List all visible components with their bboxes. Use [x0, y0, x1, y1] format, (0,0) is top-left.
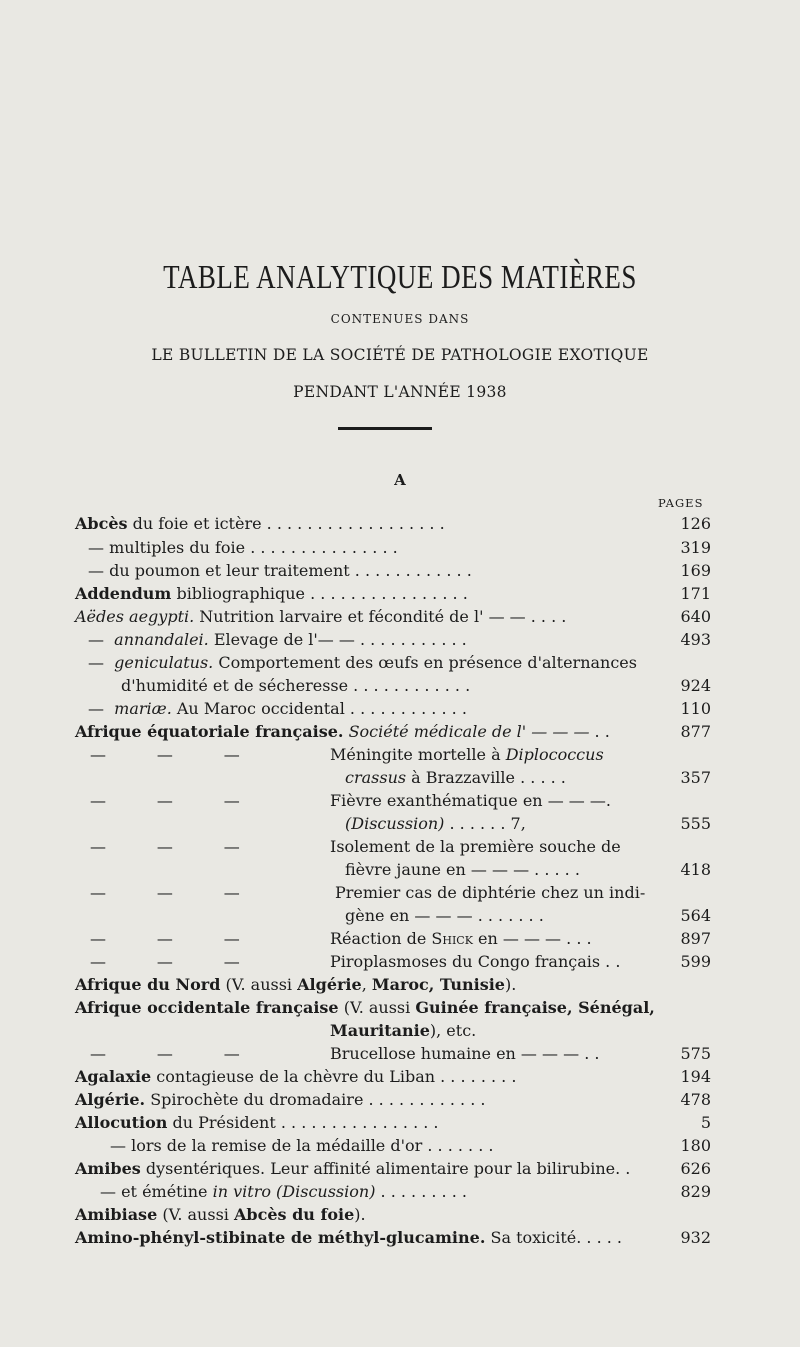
leader-dots: . . . . . . . . . . . . . . . . . .: [261, 514, 445, 533]
index-entry: [88, 560, 713, 582]
entry-page: 924: [680, 676, 711, 695]
entry-term: Afrique du Nord: [75, 975, 221, 994]
entry-text: ).: [354, 1205, 366, 1224]
entry-term: Aëdes aegypti.: [75, 607, 195, 626]
leader-dots: . . . . . . . . . . . . . . .: [245, 538, 398, 557]
entry-term: (Discussion): [345, 814, 445, 833]
subtitle-bulletin: LE BULLETIN DE LA SOCIÉTÉ DE PATHOLOGIE EXOTIQUE: [151, 346, 649, 364]
entry-text: (V. aussi: [157, 1205, 234, 1224]
index-entry: [110, 1135, 713, 1157]
entry-page: 171: [680, 584, 711, 603]
leader-dots: . . . . . . . . .: [375, 1182, 467, 1201]
index-entry: [100, 1181, 713, 1203]
index-entry: [90, 836, 713, 858]
leader-dots: . . . . . . . . . . . .: [348, 676, 471, 695]
entry-term: Amino-phényl-stibinate de méthyl-glucamine.: [75, 1228, 486, 1247]
leader-dots: . . . . . . . . . . . .: [363, 1090, 486, 1109]
index-entry: [75, 583, 713, 605]
ditto-dashes: — — —: [90, 791, 240, 810]
entry-text: — multiples du foie: [88, 538, 246, 557]
entry-text: à Brazzaville: [406, 768, 516, 787]
entry-page: 493: [680, 630, 711, 649]
entry-page: 110: [680, 699, 711, 718]
entry-page: 555: [680, 814, 711, 833]
cross-ref: Guinée française, Sénégal,: [415, 998, 655, 1017]
index-entry: [75, 1204, 713, 1226]
index-entry-continuation: [345, 813, 713, 835]
entry-page: 575: [680, 1044, 711, 1063]
entry-text: fièvre jaune en — — —: [345, 860, 530, 879]
cross-ref: Mauritanie: [330, 1021, 430, 1040]
entry-text: Comportement des œufs en présence d'alternances: [213, 653, 637, 672]
leader-dots: . . . .: [525, 607, 567, 626]
index-entry: [75, 1089, 713, 1111]
entry-term: Algérie.: [75, 1090, 146, 1109]
index-entry: [75, 1158, 713, 1180]
entry-text: Au Maroc occidental: [171, 699, 345, 718]
entry-text: du Président: [167, 1113, 276, 1132]
leader-dots: . .: [600, 952, 621, 971]
entry-page: 180: [680, 1136, 711, 1155]
index-entry: [75, 721, 713, 743]
entry-term: Abcès: [75, 514, 128, 533]
leader-dots: . . . . .: [529, 860, 580, 879]
entry-term: Amibiase: [75, 1205, 158, 1224]
entry-text: Nutrition larvaire et fécondité de l' — —: [194, 607, 526, 626]
index-entry: [90, 744, 713, 766]
leader-dots: . . . . . . . . . . . .: [344, 699, 467, 718]
entry-text: Sa toxicité.: [485, 1228, 582, 1247]
index-entry: [75, 513, 713, 535]
ditto-dash: —: [88, 653, 104, 672]
index-entry: [88, 629, 713, 651]
entry-page: 640: [680, 607, 711, 626]
pages-column-header: PAGES: [658, 496, 704, 510]
entry-author: Shick: [431, 929, 473, 948]
ditto-dashes: — — —: [90, 883, 240, 902]
entry-text: Société médicale de l' — — —: [348, 722, 590, 741]
index-entry-continuation: [345, 905, 713, 927]
entry-text: d'humidité et de sécheresse: [121, 676, 349, 695]
entry-text: ,: [361, 975, 372, 994]
entry-term: Amibes: [75, 1159, 141, 1178]
entry-text: (V. aussi: [338, 998, 416, 1017]
entry-term: in vitro (Discussion): [212, 1182, 376, 1201]
leader-dots: . . . . . . . . . . . .: [349, 561, 472, 580]
index-entry: [88, 537, 713, 559]
entry-term: Agalaxie: [75, 1067, 152, 1086]
index-entry: [90, 1043, 713, 1065]
entry-term: Afrique équatoriale française.: [75, 722, 344, 741]
leader-dots: . . .: [561, 929, 592, 948]
index-entry: [88, 652, 713, 674]
entry-text: Premier cas de diphtérie chez un indi-: [335, 883, 646, 902]
ditto-dash: —: [88, 630, 104, 649]
entry-term: mariæ.: [114, 699, 172, 718]
entry-text: Brucellose humaine en — — —: [330, 1044, 580, 1063]
entry-term: Afrique occidentale française: [75, 998, 339, 1017]
index-entry-continuation: [345, 859, 713, 881]
title-rule: [338, 427, 432, 430]
entry-text: Spirochète du dromadaire: [145, 1090, 364, 1109]
entry-page: 932: [680, 1228, 711, 1247]
entry-text: Isolement de la première souche de: [330, 837, 621, 856]
entry-page: 564: [680, 906, 711, 925]
ditto-dashes: — — —: [90, 929, 240, 948]
leader-dots: . .: [589, 722, 610, 741]
entry-page: 626: [680, 1159, 711, 1178]
entry-text: contagieuse de la chèvre du Liban: [151, 1067, 436, 1086]
leader-dots: .: [620, 1159, 631, 1178]
entry-page: 5: [700, 1113, 711, 1132]
subtitle-year: PENDANT L'ANNÉE 1938: [293, 383, 507, 401]
index-entry: [88, 698, 713, 720]
leader-dots: . . . . . . . .: [435, 1067, 517, 1086]
entry-text: — du poumon et leur traitement: [88, 561, 350, 580]
ditto-dashes: — — —: [90, 1044, 240, 1063]
cross-ref: Abcès du foie: [233, 1205, 355, 1224]
index-entry: [75, 1227, 713, 1249]
leader-dots: . . . . . . . . . . . . . . . .: [275, 1113, 439, 1132]
entry-term: Addendum: [75, 584, 172, 603]
leader-dots: . . . . . . .: [472, 906, 544, 925]
entry-term: crassus: [345, 768, 407, 787]
index-entry-continuation: [330, 1020, 713, 1042]
entry-page: 897: [680, 929, 711, 948]
leader-dots: . . . . . . . . . . . . . . . .: [305, 584, 468, 603]
cross-ref: Algérie: [297, 975, 362, 994]
entry-text: bibliographique: [171, 584, 306, 603]
ditto-dash: —: [88, 699, 104, 718]
entry-term: Diplococcus: [505, 745, 604, 764]
index-entry-continuation: [121, 675, 713, 697]
entry-text: — lors de la remise de la médaille d'or: [110, 1136, 423, 1155]
entry-page: 877: [680, 722, 711, 741]
entry-page: 169: [680, 561, 711, 580]
index-entry: [75, 1066, 713, 1088]
subtitle-contenues: CONTENUES DANS: [330, 312, 470, 326]
entry-text: Méningite mortelle à: [330, 745, 506, 764]
leader-dots: . . . . . . . . . . .: [354, 630, 467, 649]
entry-text: (V. aussi: [220, 975, 298, 994]
entry-text: dysentériques. Leur affinité alimentaire pour la bilirubine.: [140, 1159, 621, 1178]
entry-text: ).: [504, 975, 517, 994]
entry-page: 418: [680, 860, 711, 879]
page-title: TABLE ANALYTIQUE DES MATIÈRES: [163, 258, 637, 296]
entry-text: Piroplasmoses du Congo français: [330, 952, 601, 971]
entry-page: 194: [680, 1067, 711, 1086]
entry-text: Fièvre exanthématique en — — —.: [330, 791, 611, 810]
entry-text: gène en — — —: [345, 906, 473, 925]
entry-page: 599: [680, 952, 711, 971]
index-entry: [75, 1112, 713, 1134]
entry-term: Allocution: [75, 1113, 168, 1132]
entry-page: 357: [680, 768, 711, 787]
entry-term: geniculatus.: [114, 653, 214, 672]
entry-text: — et émétine: [100, 1182, 213, 1201]
entry-text: . . . . . . 7,: [444, 814, 526, 833]
entry-text: Réaction de: [330, 929, 432, 948]
section-letter: A: [394, 471, 406, 489]
leader-dots: . .: [579, 1044, 600, 1063]
index-entry: [90, 790, 713, 812]
entry-term: annandalei.: [114, 630, 209, 649]
cross-ref: Maroc, Tunisie: [371, 975, 505, 994]
index-entry: [75, 606, 713, 628]
index-entry: [75, 974, 713, 996]
ditto-dashes: — — —: [90, 837, 240, 856]
index-entry: [75, 997, 713, 1019]
leader-dots: . . . . . . .: [422, 1136, 494, 1155]
ditto-dashes: — — —: [90, 745, 240, 764]
leader-dots: . . . .: [581, 1228, 623, 1247]
entry-text: Elevage de l'— —: [208, 630, 355, 649]
entry-page: 319: [680, 538, 711, 557]
index-entry-continuation: [345, 767, 713, 789]
entry-page: 829: [680, 1182, 711, 1201]
leader-dots: . . . . .: [515, 768, 566, 787]
entry-page: 478: [680, 1090, 711, 1109]
index-entry: [90, 882, 713, 904]
index-entry: [90, 951, 713, 973]
ditto-dashes: — — —: [90, 952, 240, 971]
entry-text: du foie et ictère: [127, 514, 262, 533]
index-entry: [90, 928, 713, 950]
entry-page: 126: [680, 514, 711, 533]
entry-text: ), etc.: [429, 1021, 477, 1040]
entry-text: en — — —: [472, 929, 562, 948]
